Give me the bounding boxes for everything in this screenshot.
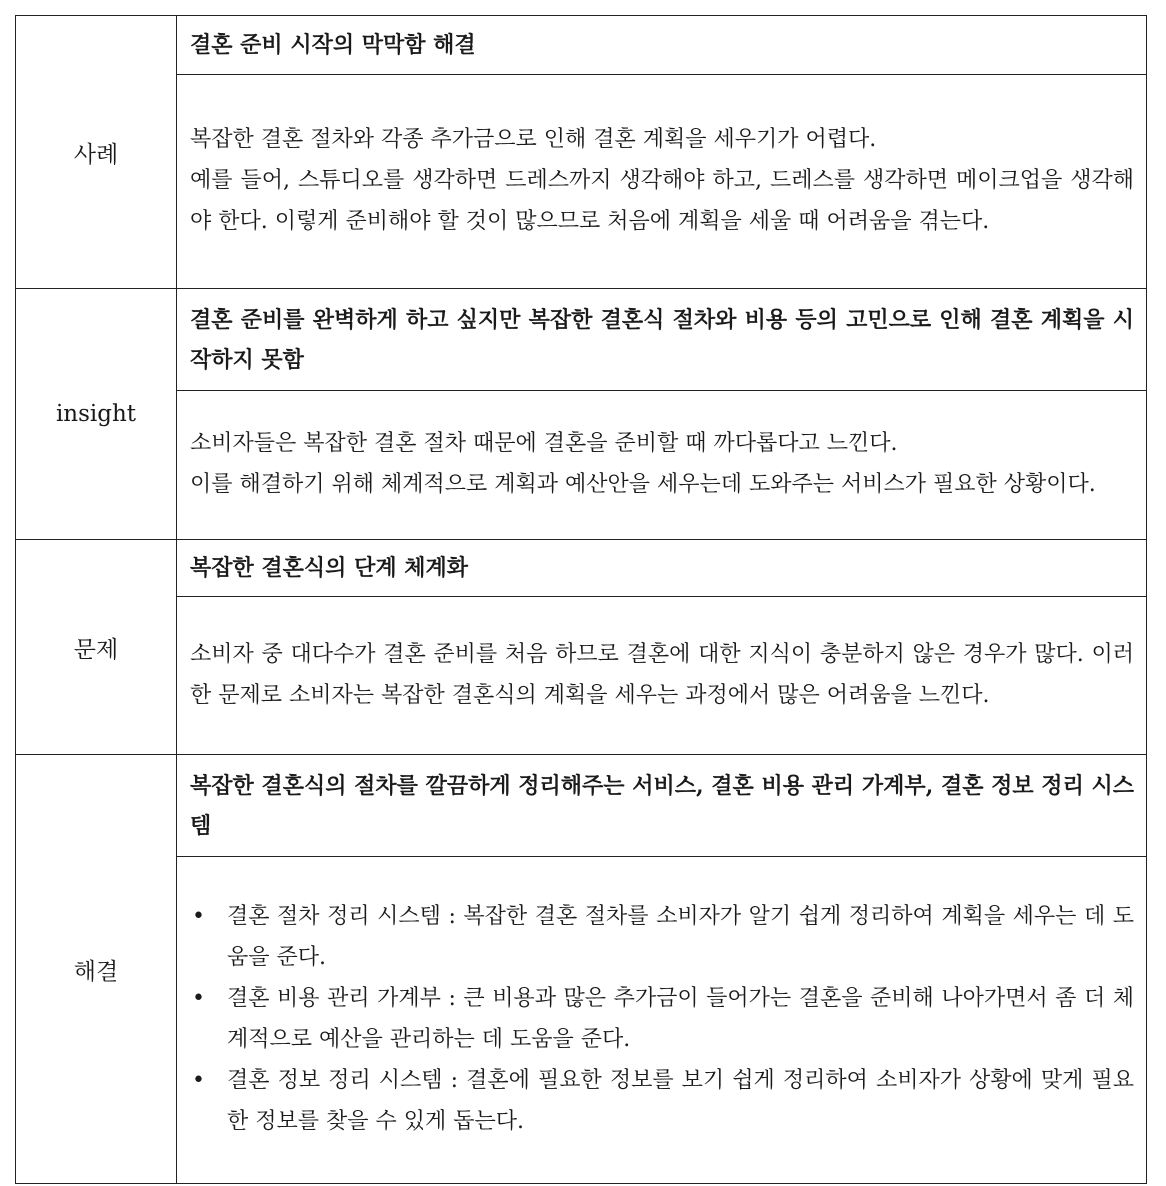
list-item-text: 결혼 비용 관리 가계부 : 큰 비용과 많은 추가금이 들어가는 결혼을 준비해 나아가면서 좀 더 체계적으로 예산을 관리하는 데 도움을 준다. xyxy=(227,986,1134,1052)
solution-title: 복잡한 결혼식의 절차를 깔끔하게 정리해주는 서비스, 결혼 비용 관리 가계부, 결혼 정보 정리 시스템 xyxy=(177,755,1147,857)
case-body-line: 복잡한 결혼 절차와 각종 추가금으로 인해 결혼 계획을 세우기가 어렵다. xyxy=(190,127,877,152)
list-item xyxy=(190,1060,1134,1142)
solution-title-row xyxy=(16,755,1147,857)
insight-label: insight xyxy=(16,289,177,540)
insight-title-row xyxy=(16,289,1147,391)
problem-body-line: 소비자 중 대다수가 결혼 준비를 처음 하므로 결혼에 대한 지식이 충분하지 않은 경우가 많다. 이러한 문제로 소비자는 복잡한 결혼식의 계획을 세우는 과정에서 많은 어려움을 느낀다. xyxy=(190,641,1134,708)
insight-body-line: 이를 해결하기 위해 체계적으로 계획과 예산안을 세우는데 도와주는 서비스가 필요한 상황이다. xyxy=(190,472,1096,497)
list-item-text: 결혼 정보 정리 시스템 : 결혼에 필요한 정보를 보기 쉽게 정리하여 소비자가 상황에 맞게 필요한 정보를 찾을 수 있게 돕는다. xyxy=(227,1068,1134,1134)
list-item xyxy=(190,896,1134,978)
case-body-row xyxy=(16,75,1147,289)
insight-body-line: 소비자들은 복잡한 결혼 절차 때문에 결혼을 준비할 때 까다롭다고 느낀다. xyxy=(190,431,898,456)
insight-title: 결혼 준비를 완벽하게 하고 싶지만 복잡한 결혼식 절차와 비용 등의 고민으로 인해 결혼 계획을 시작하지 못함 xyxy=(177,289,1147,391)
bullet-icon: • xyxy=(192,986,205,1011)
case-label: 사례 xyxy=(16,16,177,289)
solution-bullet-list xyxy=(190,896,1134,1142)
problem-body xyxy=(177,597,1147,755)
problem-label: 문제 xyxy=(16,540,177,755)
solution-label: 해결 xyxy=(16,755,177,1184)
case-title-row xyxy=(16,16,1147,75)
problem-title: 복잡한 결혼식의 단계 체계화 xyxy=(177,540,1147,597)
solution-body-row xyxy=(16,857,1147,1184)
bullet-icon: • xyxy=(192,1068,205,1093)
summary-table xyxy=(15,15,1147,1184)
case-body xyxy=(177,75,1147,289)
list-item xyxy=(190,978,1134,1060)
insight-body xyxy=(177,391,1147,540)
bullet-icon: • xyxy=(192,904,205,929)
solution-body xyxy=(177,857,1147,1184)
list-item-text: 결혼 절차 정리 시스템 : 복잡한 결혼 절차를 소비자가 알기 쉽게 정리하여 계획을 세우는 데 도움을 준다. xyxy=(227,904,1134,970)
case-title: 결혼 준비 시작의 막막함 해결 xyxy=(177,16,1147,75)
case-body-line: 예를 들어, 스튜디오를 생각하면 드레스까지 생각해야 하고, 드레스를 생각하면 메이크업을 생각해야 한다. 이렇게 준비해야 할 것이 많으므로 처음에 계획을 세울 때 어려움을 겪는다. xyxy=(190,168,1134,234)
insight-body-row xyxy=(16,391,1147,540)
problem-title-row xyxy=(16,540,1147,597)
problem-body-row xyxy=(16,597,1147,755)
